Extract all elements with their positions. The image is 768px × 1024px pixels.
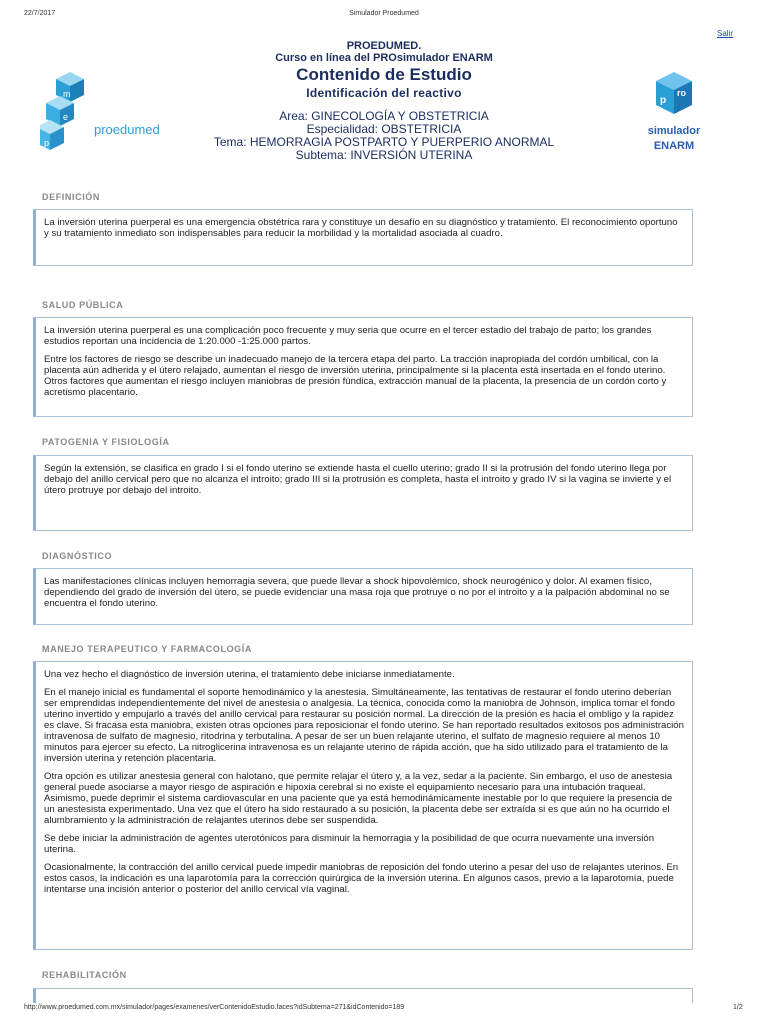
paragraph: En el manejo inicial es fundamental el soporte hemodinámico y la anestesia. Simultáneamente, las tentativas de restaurar el fondo uterino deberían ser emprendidas independientemente del nivel de anestesia o analgesia. La técnica, conocida como la maniobra de Johnson, implica tomar el fondo uterino invertido y empujarlo a través del anillo cervical para restaurar su posición normal. La dirección de la presión es hacia el ombligo y la rapidez es clave. Si fracasa esta maniobra, existen otras opciones para reposicionar el fondo uterino. Se han reportado resultados exitosos pos administración intravenosa de sulfato de magnesio, ritodrina y terbutalina. A pesar de ser un buen relajante uterino, el sulfato de magnesio requiere al menos 10 minutos para ejercer su efecto. La nitroglicerina intravenosa es un relajante uterino de rápida acción, que ha sido utilizado para el tratamiento de la inversión uterina y retención placentaria. bbox=[44, 687, 684, 764]
simulador-label: simulador bbox=[647, 125, 701, 137]
paragraph: Entre los factores de riesgo se describe un inadecuado manejo de la tercera etapa del parto. La tracción inapropiada del cordón umbilical, con la placenta aún adherida y el útero relajado, aumentan el riesgo de inversión uterina, principalmente si la placenta está insertada en el fondo uterino. Otros factores que aumentan el riesgo incluyen maniobras de presión fúndica, extracción manual de la placenta, la presencia de un cordón corto y acretismo placentario. bbox=[44, 354, 667, 398]
page-subtitle: Identificación del reactivo bbox=[306, 86, 462, 100]
item-metadata bbox=[0, 110, 768, 162]
brand-name: proedumed bbox=[94, 122, 160, 137]
paragraph: La inversión uterina puerperal es una complicación poco frecuente y muy seria que ocurre en el tercer estadio del trabajo de parto; los grandes estudios reportan una incidencia de 1:20.000 -1:25.000 partos. bbox=[44, 325, 652, 347]
print-date: 22/7/2017 bbox=[24, 10, 56, 17]
section-box-diagnostico bbox=[33, 568, 693, 625]
section-box-definicion bbox=[33, 209, 693, 266]
section-label-rehabilitacion: REHABILITACIÓN bbox=[42, 970, 127, 980]
section-box-manejo bbox=[33, 661, 693, 950]
section-box-rehabilitacion bbox=[33, 988, 693, 1003]
logo-letters-ro: ro bbox=[677, 88, 686, 98]
section-label-definicion: DEFINICIÓN bbox=[42, 192, 101, 202]
page-title: Contenido de Estudio bbox=[296, 65, 472, 84]
print-url: http://www.proedumed.com.mx/simulador/pages/examenes/verContenidoEstudio.faces?idSubtema=271&idContenido=189 bbox=[24, 1004, 405, 1011]
logo-letter-e: e bbox=[63, 112, 69, 122]
logout-link[interactable]: Salir bbox=[717, 29, 734, 38]
org-name: PROEDUMED. bbox=[346, 40, 422, 52]
paragraph: Se debe iniciar la administración de agentes uterotónicos para disminuir la hemorragia y la posibilidad de que ocurra nuevamente una inversión uterina. bbox=[44, 833, 655, 855]
topic-line: Tema: HEMORRAGIA POSTPARTO Y PUERPERIO ANORMAL bbox=[213, 135, 555, 149]
paragraph: Ocasionalmente, la contracción del anillo cervical puede impedir maniobras de reposición del fondo uterino a pesar del uso de relajantes uterinos. En estos casos, la indicación es una laparotomía para la corrección quirúrgica de la inversión uterina. En algunos casos, previo a la laparotomía, puede intentarse una incisión anterior o posterior del anillo cervical vía vaginal. bbox=[44, 862, 679, 895]
paragraph: Según la extensión, se clasifica en grado I si el fondo uterino se extiende hasta el cuello uterino; grado II si la protrusión del fondo uterino llega por debajo del anillo cervical pero que no alcanza el introito; grado III si la protrusión es completa, hasta el introito y grado IV si la vagina se invierte y el útero protruye por debajo del introito. bbox=[44, 463, 672, 496]
section-label-diagnostico: DIAGNÓSTICO bbox=[42, 551, 113, 561]
paragraph: Una vez hecho el diagnóstico de inversión uterina, el tratamiento debe iniciarse inmediatamente. bbox=[44, 669, 455, 680]
paragraph: Otra opción es utilizar anestesia general con halotano, que permite relajar el útero y, a la vez, sedar a la paciente. Sin embargo, el uso de anestesia general puede asociarse a mayor riesgo de aspiración e hipoxia cerebral si no existe el equipamiento necesario para una intubación traqueal. Asimismo, puede deprimir el sistema cardiovascular en una paciente que ya está hemodinámicamente inestable por lo que requiere la presencia de un anestesista experimentado. Una vez que el útero ha sido restaurado a su posición, la placenta debe ser extraída si es que aún no ha ocurrido el alumbramiento y la administración de relajantes uterinos debe ser suspendida. bbox=[44, 771, 673, 826]
section-label-patogenia: PATOGENIA Y FISIOLOGÍA bbox=[42, 437, 170, 447]
logo-letter-m: m bbox=[63, 89, 71, 99]
print-title: Simulador Proedumed bbox=[349, 10, 419, 17]
area-line: Area: GINECOLOGÍA Y OBSTETRICIA bbox=[279, 109, 489, 123]
section-label-manejo: MANEJO TERAPEUTICO Y FARMACOLOGÍA bbox=[42, 644, 252, 654]
section-box-salud-publica bbox=[33, 317, 693, 417]
section-box-patogenia bbox=[33, 455, 693, 531]
paragraph: Las manifestaciones clínicas incluyen hemorragia severa, que puede llevar a shock hipovolémico, shock neurogénico y dolor. Al examen físico, dependiendo del grado de inversión del útero, se puede evidenciar una masa roja que protruye o no por el introito y a la palpación abdominal no se encuentra el fondo uterino. bbox=[44, 576, 670, 609]
specialty-line: Especialidad: OBSTETRICIA bbox=[306, 122, 462, 136]
page-number: 1/2 bbox=[733, 1004, 743, 1011]
section-label-salud-publica: SALUD PÚBLICA bbox=[42, 300, 124, 310]
subtopic-line: Subtema: INVERSIÓN UTERINA bbox=[295, 148, 473, 162]
logo-letter-p2: p bbox=[660, 95, 667, 106]
course-name: Curso en línea del PROsimulador ENARM bbox=[275, 52, 493, 64]
paragraph: La inversión uterina puerperal es una emergencia obstétrica rara y constituye un desafío en su diagnóstico y tratamiento. El reconocimiento oportuno y su tratamiento inmediato son indispensables para reducir la morbilidad y la mortalidad asociada al cuadro. bbox=[44, 217, 678, 239]
logo-letter-p: p bbox=[44, 138, 50, 148]
enarm-label: ENARM bbox=[653, 140, 695, 152]
